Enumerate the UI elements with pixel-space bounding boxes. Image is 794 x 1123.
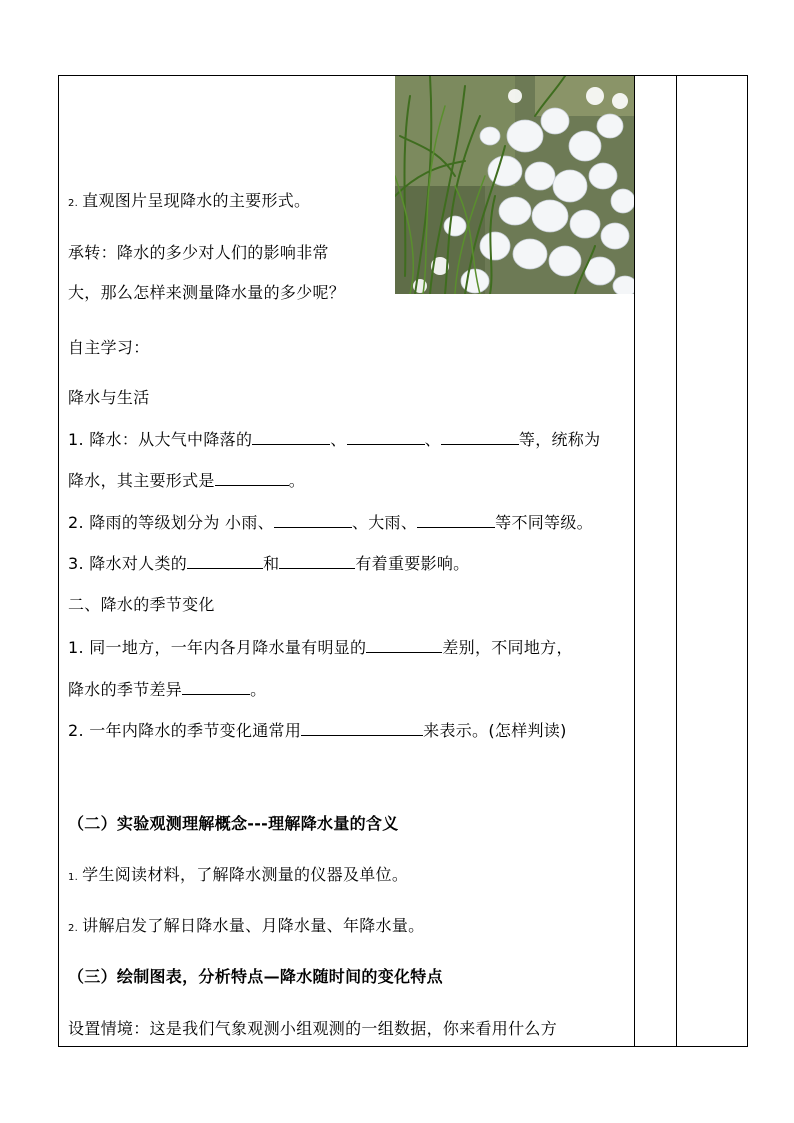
q2-text-b: 、大雨、 [351,513,418,532]
line-q1-cont [68,469,305,492]
line-section-precip-life: 降水与生活 [68,388,150,407]
q4-cont-text-b: 。 [250,680,267,699]
line-image-caption [68,190,310,215]
line-q3 [68,552,469,575]
blank-q2-2[interactable] [417,511,495,528]
blank-q1-2[interactable] [347,428,425,445]
q3-text-a: 3. 降水对人类的 [68,554,188,573]
line-q5 [68,719,567,742]
q1-sep-2: 、 [424,430,441,449]
table-column-divider-1 [634,75,635,1047]
q3-text-b: 和 [263,554,280,573]
blank-q1-3[interactable] [441,428,519,445]
table-bottom-border [58,1046,748,1047]
q4-cont-text-a: 降水的季节差异 [68,680,183,699]
q1-text-a: 1. 降水：从大气中降落的 [68,430,253,449]
line-q4 [68,636,573,659]
q1-text-b: 等，统称为 [518,430,601,449]
table-column-divider-2 [676,75,677,1047]
line-q4-cont [68,678,266,701]
blank-q4-2[interactable] [182,678,250,695]
line-self-study: 自主学习： [68,338,150,357]
table-left-border [58,75,59,1047]
line-q1 [68,428,600,451]
hail-photo [395,76,634,294]
q1-cont-text-b: 。 [288,471,306,490]
q5-text-a: 2. 一年内降水的季节变化通常用 [68,721,302,740]
list-number: 1. [68,872,79,883]
q4-text-a: 1. 同一地方，一年内各月降水量有明显的 [68,638,367,657]
line-transition-2: 大，那么怎样来测量降水量的多少呢？ [68,283,346,302]
list-number: 2. [68,923,79,934]
line-step-1 [68,864,408,889]
blank-q4-1[interactable] [366,636,442,653]
blank-q3-2[interactable] [279,552,355,569]
line-text: 讲解启发了解日降水量、月降水量、年降水量。 [82,916,425,935]
q2-text-c: 等不同等级。 [495,513,593,532]
q4-text-b: 差别，不同地方， [442,638,573,657]
blank-q3-1[interactable] [187,552,263,569]
line-q2 [68,511,593,534]
q1-cont-text-a: 降水，其主要形式是 [68,471,215,490]
line-scenario: 设置情境：这是我们气象观测小组观测的一组数据，你来看用什么方 [68,1019,558,1038]
line-step-2 [68,915,424,940]
q5-text-b: 来表示。(怎样判读) [423,721,567,740]
line-transition-1: 承转：降水的多少对人们的影响非常 [68,243,329,262]
blank-q5-1[interactable] [301,719,423,736]
table-right-border [747,75,748,1047]
line-text: 学生阅读材料，了解降水测量的仪器及单位。 [82,865,409,884]
list-number: 2. [68,198,79,209]
heading-section-2: （二）实验观测理解概念---理解降水量的含义 [68,814,399,833]
q1-sep-1: 、 [330,430,347,449]
line-section-seasonal: 二、降水的季节变化 [68,595,215,614]
blank-q1-1[interactable] [252,428,330,445]
q2-text-a: 2. 降雨的等级划分为 小雨、 [68,513,274,532]
q3-text-c: 有着重要影响。 [355,554,470,573]
blank-q1-4[interactable] [215,469,289,486]
blank-q2-1[interactable] [274,511,352,528]
line-text: 直观图片呈现降水的主要形式。 [82,191,311,210]
heading-section-3: （三）绘制图表，分析特点—降水随时间的变化特点 [68,967,443,986]
